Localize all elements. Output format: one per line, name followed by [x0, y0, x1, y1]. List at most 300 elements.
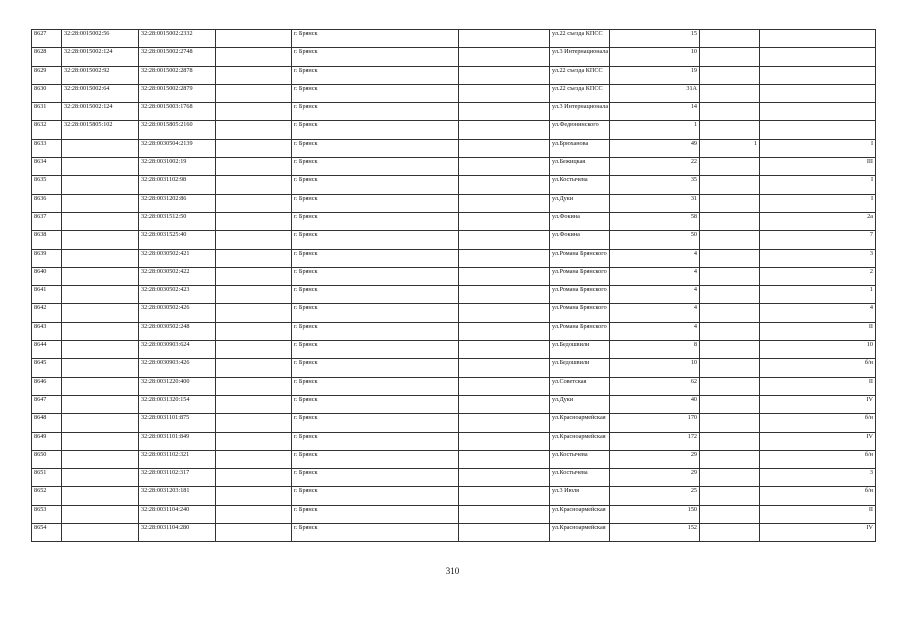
- empty-cell: [459, 194, 550, 212]
- city-cell: г. Брянск: [292, 505, 459, 523]
- table-row: [32, 414, 876, 432]
- street-cell: ул.Романа Брянского: [550, 249, 610, 267]
- table-row: [32, 322, 876, 340]
- street-cell: ул.Брюханова: [550, 139, 610, 157]
- row-number-cell: 8632: [32, 121, 62, 139]
- city-cell: г. Брянск: [292, 432, 459, 450]
- premises-cell: 2: [760, 267, 876, 285]
- building-cell: [700, 286, 760, 304]
- premises-cell: IV: [760, 524, 876, 542]
- empty-cell: [216, 194, 292, 212]
- house-number-cell: 19: [610, 66, 700, 84]
- building-cell: [700, 121, 760, 139]
- object-cadastral-number-cell: 32:28:0031101:875: [139, 414, 216, 432]
- house-number-cell: 150: [610, 505, 700, 523]
- empty-cell: [216, 286, 292, 304]
- row-number-cell: 8639: [32, 249, 62, 267]
- page-number: 310: [445, 566, 460, 576]
- row-number-cell: 8654: [32, 524, 62, 542]
- empty-cell: [216, 469, 292, 487]
- house-number-cell: 25: [610, 487, 700, 505]
- city-cell: г. Брянск: [292, 469, 459, 487]
- premises-cell: II: [760, 322, 876, 340]
- building-cell: [700, 103, 760, 121]
- table-row: [32, 139, 876, 157]
- street-cell: ул.Фокина: [550, 231, 610, 249]
- empty-cell: [459, 66, 550, 84]
- table-row: [32, 194, 876, 212]
- house-number-cell: 22: [610, 158, 700, 176]
- premises-cell: I: [760, 194, 876, 212]
- building-cell: [700, 341, 760, 359]
- cadastral-number-cell: [62, 487, 139, 505]
- city-cell: г. Брянск: [292, 341, 459, 359]
- premises-cell: 1: [760, 286, 876, 304]
- empty-cell: [216, 524, 292, 542]
- city-cell: г. Брянск: [292, 121, 459, 139]
- row-number-cell: 8641: [32, 286, 62, 304]
- city-cell: г. Брянск: [292, 84, 459, 102]
- street-cell: ул.Красноармейская: [550, 505, 610, 523]
- empty-cell: [459, 487, 550, 505]
- empty-cell: [216, 322, 292, 340]
- object-cadastral-number-cell: 32:28:0030504:2139: [139, 139, 216, 157]
- object-cadastral-number-cell: 32:28:0031525:40: [139, 231, 216, 249]
- cadastral-number-cell: [62, 231, 139, 249]
- city-cell: г. Брянск: [292, 139, 459, 157]
- empty-cell: [216, 158, 292, 176]
- table-row: [32, 487, 876, 505]
- cadastral-number-cell: [62, 322, 139, 340]
- building-cell: [700, 469, 760, 487]
- cadastral-number-cell: [62, 432, 139, 450]
- street-cell: ул.3 Интернационала: [550, 48, 610, 66]
- object-cadastral-number-cell: 32:28:0015805:2160: [139, 121, 216, 139]
- premises-cell: 4: [760, 304, 876, 322]
- cadastral-number-cell: [62, 249, 139, 267]
- empty-cell: [216, 249, 292, 267]
- cadastral-number-cell: [62, 176, 139, 194]
- city-cell: г. Брянск: [292, 377, 459, 395]
- empty-cell: [216, 30, 292, 48]
- empty-cell: [216, 432, 292, 450]
- street-cell: ул.Бедошвили: [550, 341, 610, 359]
- row-number-cell: 8653: [32, 505, 62, 523]
- empty-cell: [459, 524, 550, 542]
- empty-cell: [216, 450, 292, 468]
- empty-cell: [216, 176, 292, 194]
- object-cadastral-number-cell: 32:28:0030502:426: [139, 304, 216, 322]
- building-cell: [700, 84, 760, 102]
- row-number-cell: 8628: [32, 48, 62, 66]
- house-number-cell: 29: [610, 450, 700, 468]
- street-cell: ул.Дуки: [550, 194, 610, 212]
- city-cell: г. Брянск: [292, 103, 459, 121]
- building-cell: [700, 322, 760, 340]
- premises-cell: I: [760, 176, 876, 194]
- table-row: [32, 469, 876, 487]
- building-cell: 1: [700, 139, 760, 157]
- empty-cell: [459, 414, 550, 432]
- cadastral-number-cell: [62, 414, 139, 432]
- street-cell: ул.Романа Брянского: [550, 267, 610, 285]
- premises-cell: 7: [760, 231, 876, 249]
- street-cell: ул.22 съезда КПСС: [550, 84, 610, 102]
- house-number-cell: 62: [610, 377, 700, 395]
- row-number-cell: 8652: [32, 487, 62, 505]
- house-number-cell: 10: [610, 48, 700, 66]
- city-cell: г. Брянск: [292, 395, 459, 413]
- object-cadastral-number-cell: 32:28:0015002:2879: [139, 84, 216, 102]
- cadastral-number-cell: [62, 524, 139, 542]
- object-cadastral-number-cell: 32:28:0031102:321: [139, 450, 216, 468]
- house-number-cell: 152: [610, 524, 700, 542]
- table-row: [32, 450, 876, 468]
- city-cell: г. Брянск: [292, 231, 459, 249]
- city-cell: г. Брянск: [292, 66, 459, 84]
- table-row: [32, 267, 876, 285]
- object-cadastral-number-cell: 32:28:0031002:19: [139, 158, 216, 176]
- empty-cell: [459, 249, 550, 267]
- street-cell: ул.Федюнинского: [550, 121, 610, 139]
- house-number-cell: 4: [610, 267, 700, 285]
- premises-cell: [760, 84, 876, 102]
- premises-cell: [760, 66, 876, 84]
- cadastral-number-cell: 32:28:0015805:102: [62, 121, 139, 139]
- empty-cell: [459, 231, 550, 249]
- empty-cell: [459, 505, 550, 523]
- row-number-cell: 8648: [32, 414, 62, 432]
- premises-cell: б/н: [760, 487, 876, 505]
- table-row: [32, 249, 876, 267]
- object-cadastral-number-cell: 32:28:0031101:849: [139, 432, 216, 450]
- row-number-cell: 8630: [32, 84, 62, 102]
- house-number-cell: 172: [610, 432, 700, 450]
- table-row: [32, 176, 876, 194]
- cadastral-number-cell: [62, 194, 139, 212]
- building-cell: [700, 249, 760, 267]
- premises-cell: [760, 121, 876, 139]
- city-cell: г. Брянск: [292, 48, 459, 66]
- empty-cell: [459, 359, 550, 377]
- cadastral-number-cell: [62, 450, 139, 468]
- house-number-cell: 15: [610, 30, 700, 48]
- city-cell: г. Брянск: [292, 414, 459, 432]
- object-cadastral-number-cell: 32:28:0030502:248: [139, 322, 216, 340]
- object-cadastral-number-cell: 32:28:0015002:2332: [139, 30, 216, 48]
- street-cell: ул.Советская: [550, 377, 610, 395]
- premises-cell: б/н: [760, 414, 876, 432]
- cadastral-number-cell: [62, 212, 139, 230]
- premises-cell: [760, 30, 876, 48]
- empty-cell: [459, 84, 550, 102]
- row-number-cell: 8650: [32, 450, 62, 468]
- empty-cell: [459, 322, 550, 340]
- house-number-cell: 170: [610, 414, 700, 432]
- empty-cell: [216, 121, 292, 139]
- table-row: [32, 212, 876, 230]
- table-row: [32, 359, 876, 377]
- empty-cell: [216, 84, 292, 102]
- table-row: [32, 84, 876, 102]
- empty-cell: [216, 395, 292, 413]
- empty-cell: [459, 377, 550, 395]
- object-cadastral-number-cell: 32:28:0031202:86: [139, 194, 216, 212]
- object-cadastral-number-cell: 32:28:0030502:422: [139, 267, 216, 285]
- cadastral-number-cell: [62, 139, 139, 157]
- premises-cell: I: [760, 139, 876, 157]
- object-cadastral-number-cell: 32:28:0015003:1768: [139, 103, 216, 121]
- empty-cell: [459, 30, 550, 48]
- empty-cell: [459, 432, 550, 450]
- street-cell: ул.3 Интернационала: [550, 103, 610, 121]
- street-cell: ул.22 съезда КПСС: [550, 30, 610, 48]
- table-row: [32, 286, 876, 304]
- object-cadastral-number-cell: 32:28:0015002:2748: [139, 48, 216, 66]
- object-cadastral-number-cell: 32:28:0031104:280: [139, 524, 216, 542]
- premises-cell: 3: [760, 249, 876, 267]
- premises-cell: III: [760, 158, 876, 176]
- cadastral-number-cell: [62, 395, 139, 413]
- table-row: [32, 304, 876, 322]
- house-number-cell: 40: [610, 395, 700, 413]
- cadastral-number-cell: [62, 267, 139, 285]
- house-number-cell: 49: [610, 139, 700, 157]
- table-row: [32, 341, 876, 359]
- empty-cell: [459, 341, 550, 359]
- row-number-cell: 8642: [32, 304, 62, 322]
- city-cell: г. Брянск: [292, 286, 459, 304]
- building-cell: [700, 505, 760, 523]
- table-row: [32, 66, 876, 84]
- city-cell: г. Брянск: [292, 249, 459, 267]
- house-number-cell: 29: [610, 469, 700, 487]
- empty-cell: [216, 359, 292, 377]
- building-cell: [700, 395, 760, 413]
- city-cell: г. Брянск: [292, 304, 459, 322]
- premises-cell: [760, 48, 876, 66]
- building-cell: [700, 450, 760, 468]
- cadastral-number-cell: [62, 341, 139, 359]
- street-cell: ул.Фокина: [550, 212, 610, 230]
- street-cell: ул.Романа Брянского: [550, 286, 610, 304]
- empty-cell: [459, 267, 550, 285]
- object-cadastral-number-cell: 32:28:0031104:240: [139, 505, 216, 523]
- table-row: [32, 432, 876, 450]
- empty-cell: [216, 304, 292, 322]
- row-number-cell: 8645: [32, 359, 62, 377]
- house-number-cell: 14: [610, 103, 700, 121]
- cadastral-number-cell: [62, 469, 139, 487]
- cadastral-number-cell: 32:28:0015002:124: [62, 103, 139, 121]
- house-number-cell: 50: [610, 231, 700, 249]
- street-cell: ул.Бежицкая: [550, 158, 610, 176]
- empty-cell: [459, 48, 550, 66]
- cadastral-number-cell: [62, 505, 139, 523]
- table-row: [32, 103, 876, 121]
- object-cadastral-number-cell: 32:28:0030903:624: [139, 341, 216, 359]
- row-number-cell: 8634: [32, 158, 62, 176]
- street-cell: ул.Романа Брянского: [550, 322, 610, 340]
- premises-cell: 10: [760, 341, 876, 359]
- city-cell: г. Брянск: [292, 30, 459, 48]
- city-cell: г. Брянск: [292, 524, 459, 542]
- cadastral-number-cell: 32:28:0015002:124: [62, 48, 139, 66]
- row-number-cell: 8633: [32, 139, 62, 157]
- premises-cell: б/н: [760, 450, 876, 468]
- city-cell: г. Брянск: [292, 176, 459, 194]
- row-number-cell: 8629: [32, 66, 62, 84]
- empty-cell: [216, 66, 292, 84]
- building-cell: [700, 304, 760, 322]
- empty-cell: [459, 103, 550, 121]
- premises-cell: II: [760, 505, 876, 523]
- registry-table: [31, 29, 876, 542]
- empty-cell: [216, 267, 292, 285]
- house-number-cell: 35: [610, 176, 700, 194]
- street-cell: ул.Красноармейская: [550, 524, 610, 542]
- row-number-cell: 8640: [32, 267, 62, 285]
- empty-cell: [459, 176, 550, 194]
- empty-cell: [216, 139, 292, 157]
- street-cell: ул.22 съезда КПСС: [550, 66, 610, 84]
- empty-cell: [216, 377, 292, 395]
- empty-cell: [459, 450, 550, 468]
- city-cell: г. Брянск: [292, 450, 459, 468]
- empty-cell: [216, 341, 292, 359]
- object-cadastral-number-cell: 32:28:0030502:421: [139, 249, 216, 267]
- row-number-cell: 8651: [32, 469, 62, 487]
- premises-cell: II: [760, 377, 876, 395]
- table-row: [32, 524, 876, 542]
- street-cell: ул.Костычева: [550, 176, 610, 194]
- empty-cell: [216, 487, 292, 505]
- building-cell: [700, 487, 760, 505]
- premises-cell: 2а: [760, 212, 876, 230]
- house-number-cell: 31: [610, 194, 700, 212]
- cadastral-number-cell: [62, 377, 139, 395]
- table-row: [32, 505, 876, 523]
- building-cell: [700, 377, 760, 395]
- object-cadastral-number-cell: 32:28:0031102:98: [139, 176, 216, 194]
- building-cell: [700, 158, 760, 176]
- table-row: [32, 121, 876, 139]
- house-number-cell: 58: [610, 212, 700, 230]
- row-number-cell: 8647: [32, 395, 62, 413]
- object-cadastral-number-cell: 32:28:0031320:154: [139, 395, 216, 413]
- building-cell: [700, 66, 760, 84]
- object-cadastral-number-cell: 32:28:0031203:181: [139, 487, 216, 505]
- object-cadastral-number-cell: 32:28:0031512:50: [139, 212, 216, 230]
- city-cell: г. Брянск: [292, 194, 459, 212]
- cadastral-number-cell: [62, 304, 139, 322]
- cadastral-number-cell: 32:28:0015002:64: [62, 84, 139, 102]
- empty-cell: [459, 286, 550, 304]
- premises-cell: [760, 103, 876, 121]
- house-number-cell: 4: [610, 249, 700, 267]
- street-cell: ул.Романа Брянского: [550, 304, 610, 322]
- city-cell: г. Брянск: [292, 359, 459, 377]
- empty-cell: [459, 158, 550, 176]
- row-number-cell: 8635: [32, 176, 62, 194]
- street-cell: ул.3 Июля: [550, 487, 610, 505]
- street-cell: ул.Красноармейская: [550, 432, 610, 450]
- empty-cell: [459, 395, 550, 413]
- building-cell: [700, 231, 760, 249]
- building-cell: [700, 48, 760, 66]
- street-cell: ул.Костычева: [550, 450, 610, 468]
- empty-cell: [216, 212, 292, 230]
- object-cadastral-number-cell: 32:28:0030502:423: [139, 286, 216, 304]
- city-cell: г. Брянск: [292, 487, 459, 505]
- table-body: [32, 30, 876, 542]
- empty-cell: [459, 121, 550, 139]
- cadastral-number-cell: [62, 286, 139, 304]
- premises-cell: б/н: [760, 359, 876, 377]
- cadastral-number-cell: [62, 359, 139, 377]
- object-cadastral-number-cell: 32:28:0031220:400: [139, 377, 216, 395]
- object-cadastral-number-cell: 32:28:0015002:2878: [139, 66, 216, 84]
- building-cell: [700, 359, 760, 377]
- cadastral-number-cell: [62, 158, 139, 176]
- city-cell: г. Брянск: [292, 158, 459, 176]
- building-cell: [700, 30, 760, 48]
- row-number-cell: 8637: [32, 212, 62, 230]
- table-row: [32, 48, 876, 66]
- building-cell: [700, 267, 760, 285]
- empty-cell: [216, 414, 292, 432]
- row-number-cell: 8636: [32, 194, 62, 212]
- building-cell: [700, 212, 760, 230]
- house-number-cell: 31А: [610, 84, 700, 102]
- row-number-cell: 8643: [32, 322, 62, 340]
- building-cell: [700, 524, 760, 542]
- row-number-cell: 8646: [32, 377, 62, 395]
- building-cell: [700, 432, 760, 450]
- street-cell: ул.Красноармейская: [550, 414, 610, 432]
- empty-cell: [216, 231, 292, 249]
- object-cadastral-number-cell: 32:28:0031102:317: [139, 469, 216, 487]
- empty-cell: [216, 48, 292, 66]
- table-row: [32, 30, 876, 48]
- building-cell: [700, 414, 760, 432]
- table-row: [32, 395, 876, 413]
- city-cell: г. Брянск: [292, 267, 459, 285]
- empty-cell: [216, 103, 292, 121]
- house-number-cell: 10: [610, 359, 700, 377]
- building-cell: [700, 194, 760, 212]
- row-number-cell: 8631: [32, 103, 62, 121]
- house-number-cell: 1: [610, 121, 700, 139]
- house-number-cell: 4: [610, 322, 700, 340]
- registry-table-container: [31, 29, 875, 542]
- empty-cell: [459, 212, 550, 230]
- premises-cell: IV: [760, 395, 876, 413]
- empty-cell: [459, 139, 550, 157]
- table-row: [32, 158, 876, 176]
- building-cell: [700, 176, 760, 194]
- premises-cell: IV: [760, 432, 876, 450]
- house-number-cell: 4: [610, 286, 700, 304]
- empty-cell: [459, 469, 550, 487]
- premises-cell: 3: [760, 469, 876, 487]
- cadastral-number-cell: 32:28:0015002:56: [62, 30, 139, 48]
- street-cell: ул.Дуки: [550, 395, 610, 413]
- table-row: [32, 231, 876, 249]
- house-number-cell: 4: [610, 304, 700, 322]
- house-number-cell: 8: [610, 341, 700, 359]
- empty-cell: [459, 304, 550, 322]
